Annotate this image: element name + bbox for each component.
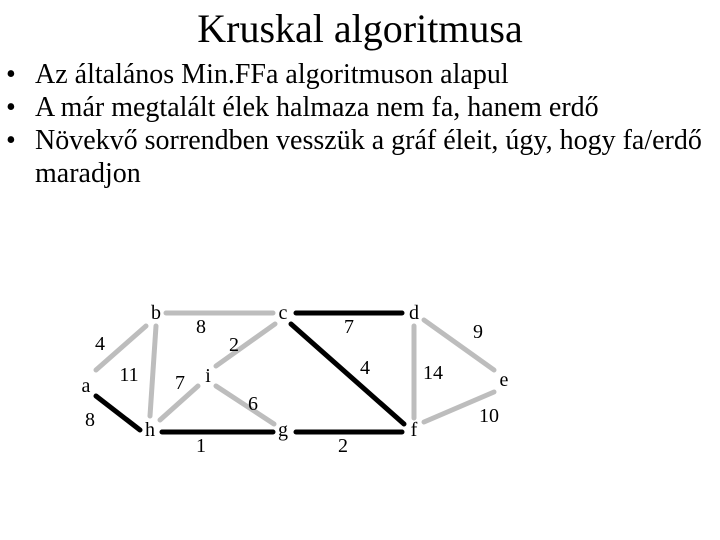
bullet-item <box>0 58 720 91</box>
edge-weight-h-i: 7 <box>175 372 185 394</box>
slide-title: Kruskal algoritmusa <box>197 6 523 51</box>
edge-weight-a-h: 8 <box>85 409 95 431</box>
edge-weight-h-g: 1 <box>196 435 206 457</box>
node-a: a <box>81 375 91 397</box>
bullet-item <box>0 124 720 190</box>
node-i: i <box>205 365 211 387</box>
bullet-text: A már megtalált élek halmaza nem fa, hanem erdő <box>35 92 599 123</box>
node-d: d <box>409 302 419 324</box>
node-e: e <box>499 369 509 391</box>
edge-weight-f-e: 10 <box>479 405 499 427</box>
edge-i-g <box>216 386 274 424</box>
bullet-text: Az általános Min.FFa algoritmuson alapul <box>35 59 509 90</box>
kruskal-graph <box>0 290 720 540</box>
bullet-point-icon <box>6 124 16 157</box>
bullet-point-icon <box>6 91 16 124</box>
edge-weight-c-d: 7 <box>344 316 354 338</box>
edge-weight-d-e: 9 <box>473 321 483 343</box>
bullet-text: Növekvő sorrendben vesszük a gráf éleit, úgy, hogy fa/erdő maradjon <box>35 125 702 189</box>
edge-c-f <box>291 324 404 424</box>
node-g: g <box>278 419 288 441</box>
edge-c-i <box>216 324 275 366</box>
node-h: h <box>145 419 155 441</box>
bullet-point-icon <box>6 58 16 91</box>
node-c: c <box>278 302 288 324</box>
node-f: f <box>410 419 418 441</box>
bullet-item <box>0 91 720 124</box>
edge-weight-d-f: 14 <box>423 362 443 384</box>
edge-weight-i-g: 6 <box>248 393 258 415</box>
edge-weight-a-b: 4 <box>95 333 105 355</box>
edge-weight-b-c: 8 <box>196 316 206 338</box>
edge-weight-c-i: 2 <box>229 334 239 356</box>
bullet-list <box>0 58 720 190</box>
edge-weight-b-h: 11 <box>119 364 139 386</box>
edge-weight-c-f: 4 <box>360 357 370 379</box>
node-b: b <box>151 302 161 324</box>
edge-weight-g-f: 2 <box>338 435 348 457</box>
edge-a-h <box>96 396 140 430</box>
edge-b-h <box>150 326 156 416</box>
